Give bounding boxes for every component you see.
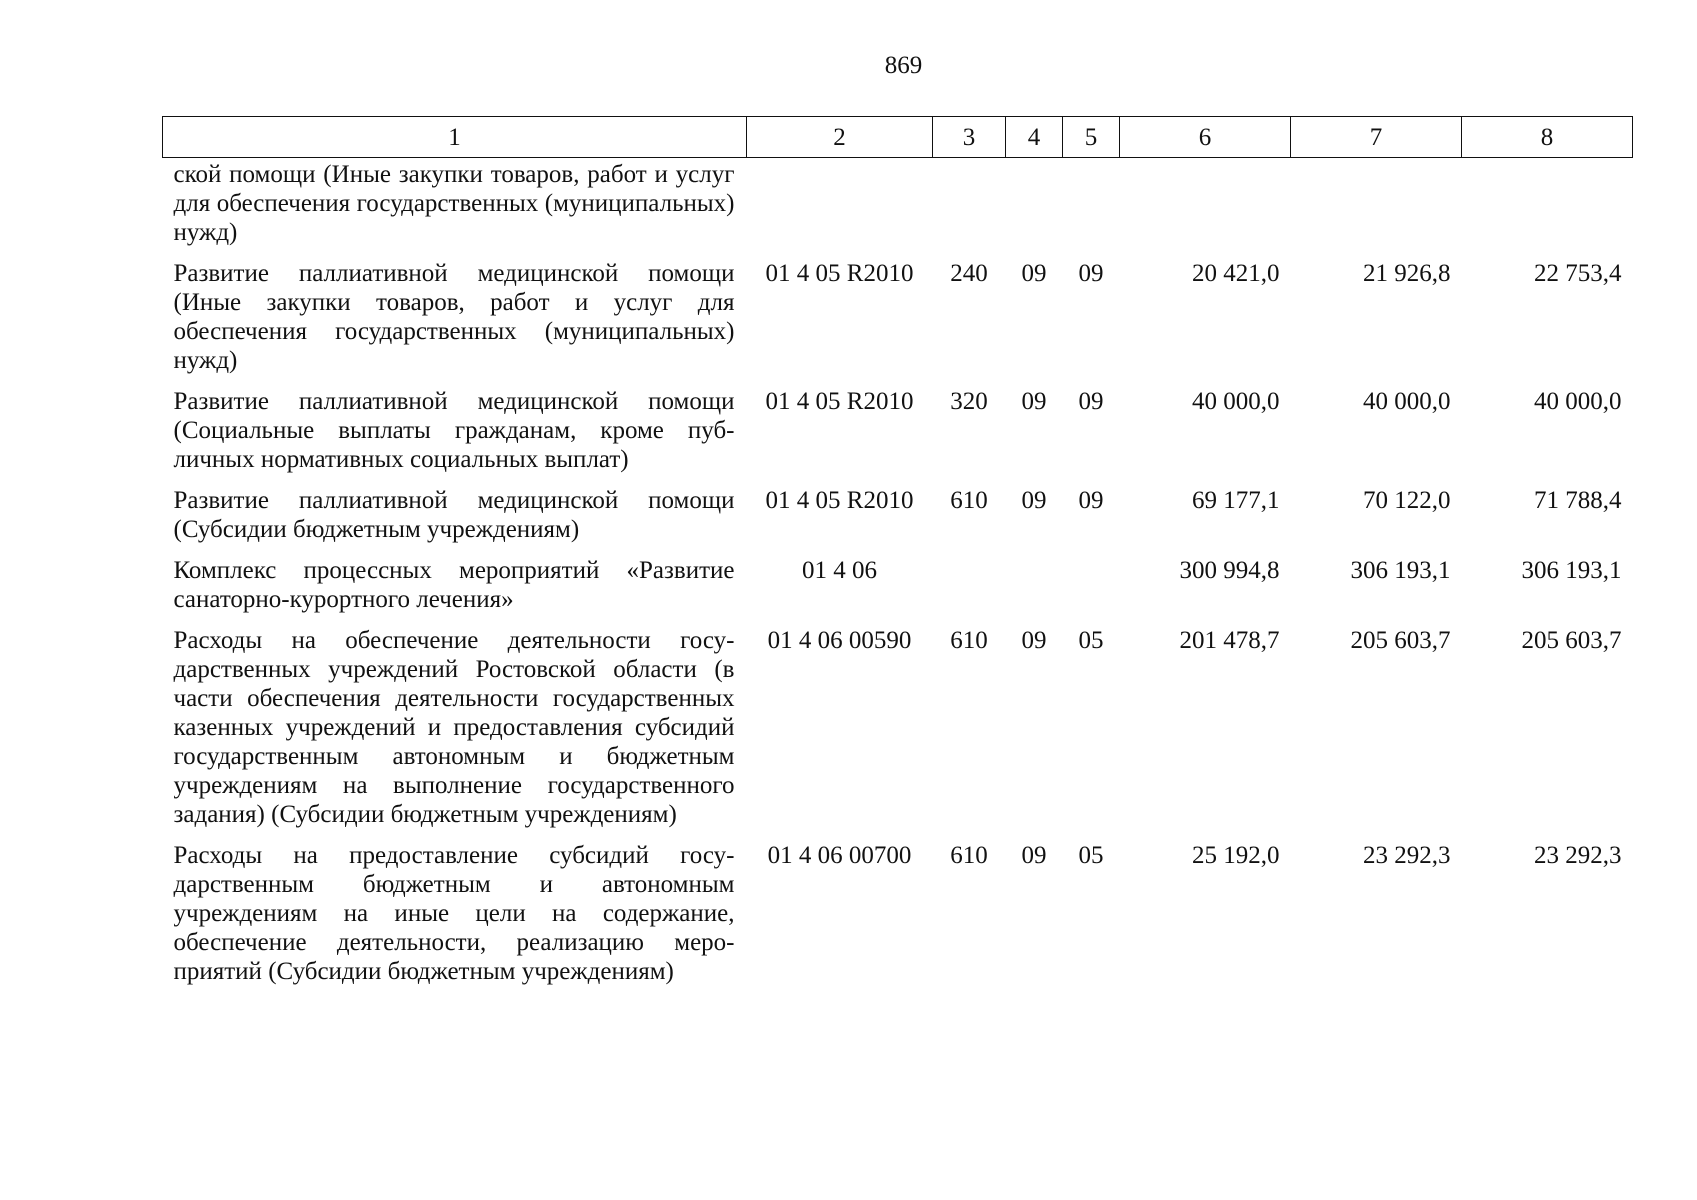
row-amount-col-8: 22 753,4 <box>1534 260 1622 287</box>
row-amount-col-6: 69 177,1 <box>1192 487 1280 514</box>
table-row <box>163 259 1633 387</box>
row-target-code <box>747 158 933 260</box>
row-subsection: 09 <box>1078 388 1104 415</box>
row-description: Развитие паллиативной медицинской помощи (Социальные выплаты гражданам, кроме публичных нормативных социальных выплат) <box>173 388 735 473</box>
row-target-code: 01 4 06 00590 <box>767 627 912 654</box>
row-expense-type: 610 <box>950 487 988 514</box>
row-amount-col-6: 300 994,8 <box>1179 557 1280 584</box>
row-amount-col-7: 40 000,0 <box>1363 388 1451 415</box>
row-amount-col-6 <box>1120 158 1291 260</box>
row-amount-col-8: 40 000,0 <box>1534 388 1622 415</box>
row-amount-col-7 <box>1291 158 1462 260</box>
budget-table-grid <box>162 116 1633 998</box>
row-amount-col-6: 201 478,7 <box>1179 627 1280 654</box>
table-body <box>163 158 1633 999</box>
row-amount-col-7: 70 122,0 <box>1363 487 1451 514</box>
row-amount-col-8: 306 193,1 <box>1521 557 1622 584</box>
row-subsection: 09 <box>1078 487 1104 514</box>
row-expense-type: 610 <box>950 842 988 869</box>
row-expense-type: 320 <box>950 388 988 415</box>
row-section: 09 <box>1021 260 1047 287</box>
table-row <box>163 486 1633 556</box>
row-amount-col-8: 23 292,3 <box>1534 842 1622 869</box>
row-target-code: 01 4 05 R2010 <box>765 487 914 514</box>
row-target-code: 01 4 05 R2010 <box>765 388 914 415</box>
header-col-4: 4 <box>1006 117 1063 158</box>
row-target-code: 01 4 06 <box>802 557 877 584</box>
table-row <box>163 387 1633 486</box>
row-description: Развитие паллиативной медицинской помощи (Субсидии бюджетным учреждениям) <box>173 487 735 543</box>
header-col-3: 3 <box>933 117 1006 158</box>
row-amount-col-8: 205 603,7 <box>1521 627 1622 654</box>
row-amount-col-6: 40 000,0 <box>1192 388 1280 415</box>
row-section: 09 <box>1021 487 1047 514</box>
row-subsection <box>1063 158 1120 260</box>
row-expense-type <box>933 158 1006 260</box>
table-header-row <box>163 117 1633 158</box>
table-row <box>163 556 1633 626</box>
row-section <box>1006 556 1063 626</box>
header-col-8: 8 <box>1462 117 1633 158</box>
header-col-5: 5 <box>1063 117 1120 158</box>
row-expense-type <box>933 556 1006 626</box>
row-description: ской помощи (Иные закупки товаров, работ и услуг для обеспечения государственных (муниципальных) нужд) <box>173 161 735 246</box>
row-subsection: 05 <box>1078 627 1104 654</box>
row-section <box>1006 158 1063 260</box>
row-expense-type: 240 <box>950 260 988 287</box>
row-amount-col-6: 25 192,0 <box>1192 842 1280 869</box>
row-section: 09 <box>1021 388 1047 415</box>
row-amount-col-6: 20 421,0 <box>1192 260 1280 287</box>
row-amount-col-7: 306 193,1 <box>1350 557 1451 584</box>
table-row <box>163 626 1633 841</box>
row-amount-col-7: 205 603,7 <box>1350 627 1451 654</box>
row-subsection: 05 <box>1078 842 1104 869</box>
header-col-2: 2 <box>747 117 933 158</box>
row-amount-col-7: 21 926,8 <box>1363 260 1451 287</box>
row-expense-type: 610 <box>950 627 988 654</box>
row-amount-col-8: 71 788,4 <box>1534 487 1622 514</box>
table-row <box>163 158 1633 260</box>
row-description: Развитие паллиативной медицинской помощи (Иные закупки товаров, работ и услуг для обеспечения государственных (муниципальных) нужд) <box>173 260 735 374</box>
row-amount-col-8 <box>1462 158 1633 260</box>
header-col-6: 6 <box>1120 117 1291 158</box>
row-section: 09 <box>1021 627 1047 654</box>
row-target-code: 01 4 06 00700 <box>767 842 912 869</box>
page-number: 869 <box>884 52 923 79</box>
row-target-code: 01 4 05 R2010 <box>765 260 914 287</box>
row-description: Расходы на обеспечение деятельности государственных учреждений Ростовской области (в части обеспечения деятельности государственных казенных учреждений и предоставления субсидий государственным автономным и бюджетным учреждениям на выполнение государственного задания) (Субсидии бюджетным учреждениям) <box>173 627 735 828</box>
table-header <box>163 117 1633 158</box>
header-col-7: 7 <box>1291 117 1462 158</box>
row-description: Комплекс процессных мероприятий «Развитие санаторно-курортного лечения» <box>173 557 735 613</box>
budget-table <box>162 116 1632 998</box>
table-row <box>163 841 1633 998</box>
row-section: 09 <box>1021 842 1047 869</box>
row-subsection: 09 <box>1078 260 1104 287</box>
row-amount-col-7: 23 292,3 <box>1363 842 1451 869</box>
row-description: Расходы на предоставление субсидий государственным бюджетным и автономным учреждениям на иные цели на содержание, обеспечение деятельности, реализацию мероприятий (Субсидии бюджетным учреждениям) <box>173 842 735 985</box>
header-col-1: 1 <box>163 117 747 158</box>
row-subsection <box>1063 556 1120 626</box>
